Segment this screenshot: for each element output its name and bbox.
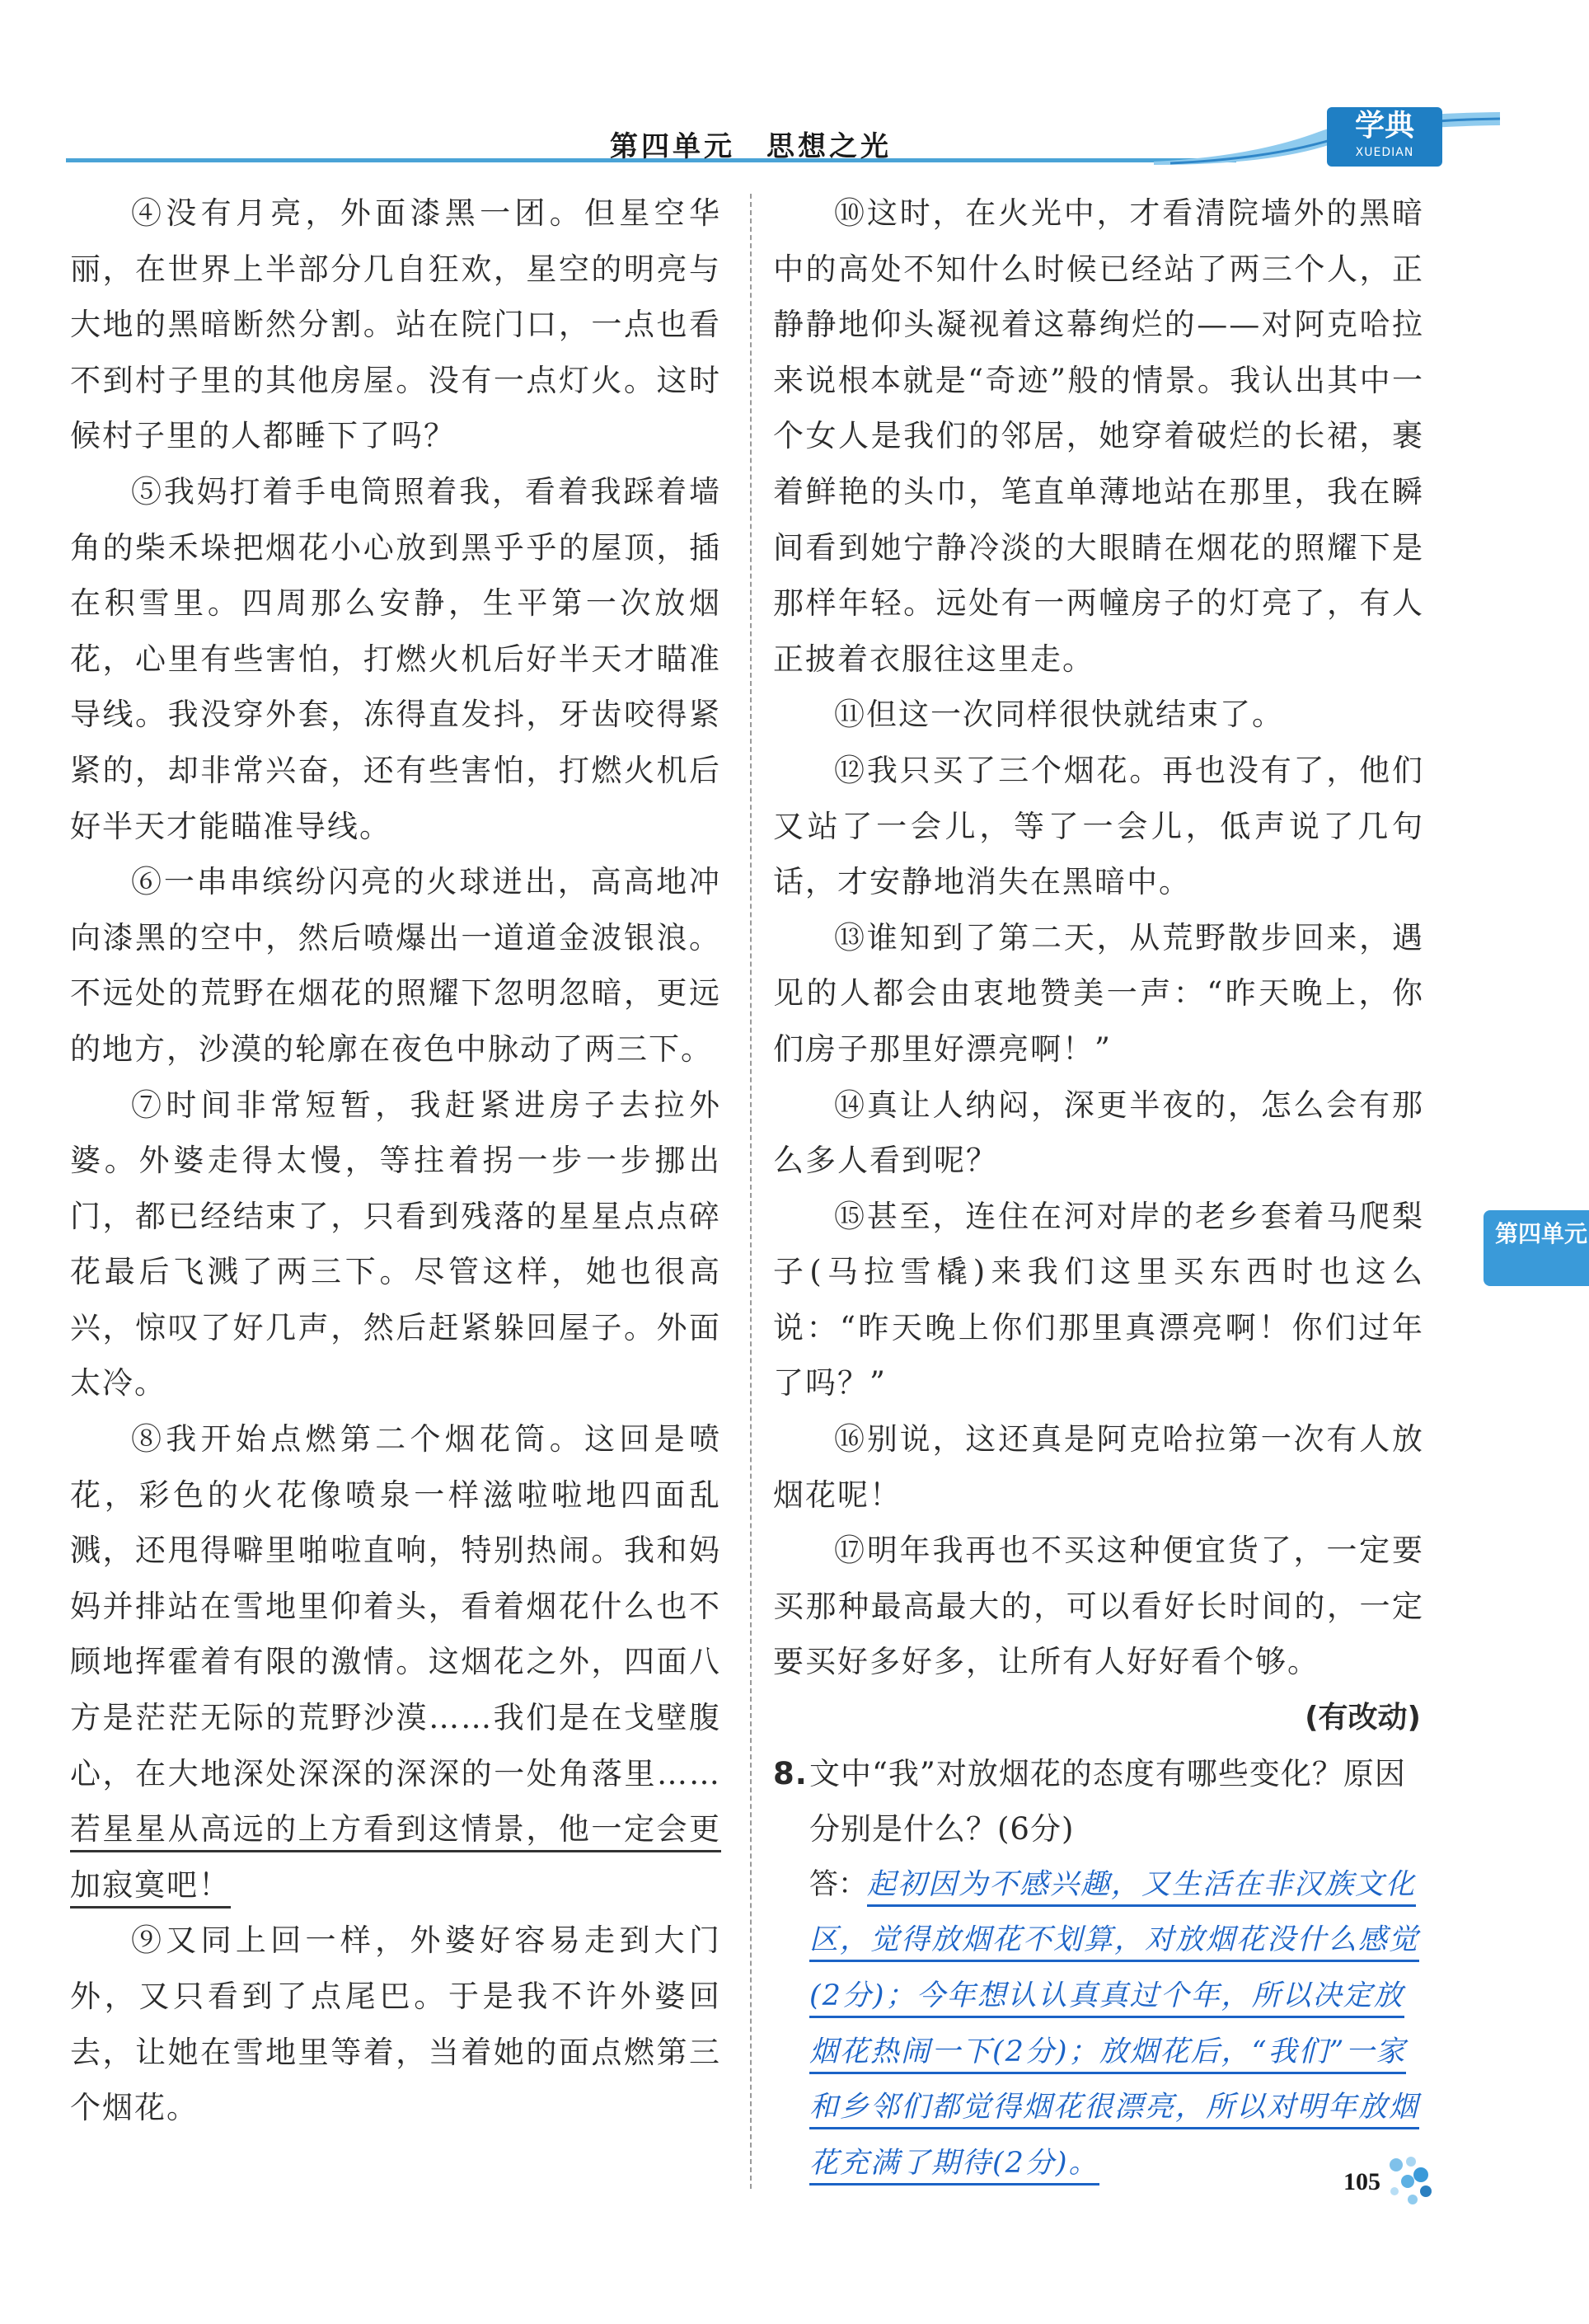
paragraph: ⑩这时，在火光中，才看清院墙外的黑暗中的高处不知什么时候已经站了两三个人，正静静地仰头凝视着这幕绚烂的——对阿克哈拉来说根本就是“奇迹”般的情景。我认出其中一个女人是我们的邻居，她穿着破烂的长裙，裹着鲜艳的头巾，笔直单薄地站在那里，我在瞬间看到她宁静冷淡的大眼睛在烟花的照耀下是那样年轻。远处有一两幢房子的灯亮了，有人正披着衣服往这里走。	[773, 195, 1424, 677]
left-column	[70, 185, 721, 2136]
paragraph: ⑦时间非常短暂，我赶紧进房子去拉外婆。外婆走得太慢，等拄着拐一步一步挪出门，都已经结束了，只看到残落的星星点点碎花最后飞溅了两三下。尽管这样，她也很高兴，惊叹了好几声，然后赶紧躲回屋子。外面太冷。	[70, 1087, 721, 1401]
paragraph: ⑪但这一次同样很快就结束了。	[834, 697, 1284, 733]
paragraph	[70, 1411, 721, 1913]
question-number: 8.	[773, 1755, 808, 1791]
paragraph: ④没有月亮，外面漆黑一团。但星空华丽，在世界上半部分几自狂欢，星空的明亮与大地的黑暗断然分割。站在院门口，一点也看不到村子里的其他房屋。没有一点灯火。这时候村子里的人都睡下了吗？	[70, 195, 721, 454]
unit-side-tab: 第四单元	[1484, 1210, 1589, 1286]
question-8	[773, 1746, 1424, 1857]
source-note: (有改动)	[1305, 1701, 1421, 1735]
logo-text: 学典	[1354, 109, 1414, 143]
unit-title: 第四单元 思想之光	[610, 130, 892, 163]
paragraph: ⑤我妈打着手电筒照着我，看着我踩着墙角的柴禾垛把烟花小心放到黑乎乎的屋顶，插在积雪里。四周那么安静，生平第一次放烟花，心里有些害怕，打燃火机后好半天才瞄准导线。我没穿外套，冻得直发抖，牙齿咬得紧紧的，却非常兴奋，还有些害怕，打燃火机后好半天才能瞄准导线。	[70, 473, 721, 844]
paragraph: ⑥一串串缤纷闪亮的火球迸出，高高地冲向漆黑的空中，然后喷爆出一道道金波银浪。不远处的荒野在烟花的照耀下忽明忽暗，更远的地方，沙漠的轮廓在夜色中脉动了两三下。	[70, 864, 721, 1067]
paragraph: ⑬谁知到了第二天，从荒野散步回来，遇见的人都会由衷地赞美一声：“昨天晚上，你们房子那里好漂亮啊！”	[773, 919, 1424, 1067]
answer-label: 答：	[809, 1867, 868, 1901]
page-header	[66, 107, 1418, 173]
answer-block	[773, 1857, 1424, 2192]
logo-subtext: XUEDIAN	[1355, 146, 1414, 159]
column-divider	[750, 194, 752, 2189]
paragraph: ⑨又同上回一样，外婆好容易走到大门外，又只看到了点尾巴。于是我不许外婆回去，让她在雪地里等着，当着她的面点燃第三个烟花。	[70, 1923, 721, 2126]
paragraph: ⑯别说，这还真是阿克哈拉第一次有人放烟花呢！	[773, 1421, 1424, 1513]
paragraph: ⑮甚至，连住在河对岸的老乡套着马爬梨子(马拉雪橇)来我们这里买东西时也这么说：“昨天晚上你们那里真漂亮啊！你们过年了吗？”	[773, 1198, 1424, 1401]
underlined-sentence: 若星星从高远的上方看到这情景，他一定会更加寂寞吧！	[70, 1811, 721, 1908]
paragraph: ⑭真让人纳闷，深更半夜的，怎么会有那么多人看到呢？	[773, 1087, 1424, 1179]
paragraph: ⑰明年我再也不买这种便宜货了，一定要买那种最高最大的，可以看好长时间的，一定要买好多好多，让所有人好好看个够。	[773, 1533, 1424, 1680]
question-text: 文中“我”对放烟花的态度有哪些变化？原因分别是什么？(6分)	[809, 1755, 1406, 1847]
right-column	[773, 185, 1424, 2191]
paragraph: ⑫我只买了三个烟花。再也没有了，他们又站了一会儿，等了一会儿，低声说了几句话，才安静地消失在黑暗中。	[773, 752, 1424, 900]
paragraph-text: ⑧我开始点燃第二个烟花筒。这回是喷花，彩色的火花像喷泉一样滋啦啦地四面乱溅，还甩得噼里啪啦直响，特别热闹。我和妈妈并排站在雪地里仰着头，看着烟花什么也不顾地挥霍着有限的激情。这烟花之外，四面八方是茫茫无际的荒野沙漠……我们是在戈壁腹心，在大地深处深深的深深的一处角落里……	[70, 1421, 721, 1791]
brand-logo	[1327, 107, 1442, 167]
page-number: 105	[1343, 2168, 1380, 2195]
answer-text: 起初因为不感兴趣，又生活在非汉族文化区，觉得放烟花不划算，对放烟花没什么感觉(2分)；今年想认认真真过个年，所以决定放烟花热闹一下(2分)；放烟花后，“我们”一家和乡邻们都觉得烟花很漂亮，所以对明年放烟花充满了期待(2分)。	[809, 1868, 1419, 2185]
decorative-dots-icon	[1378, 2153, 1452, 2219]
